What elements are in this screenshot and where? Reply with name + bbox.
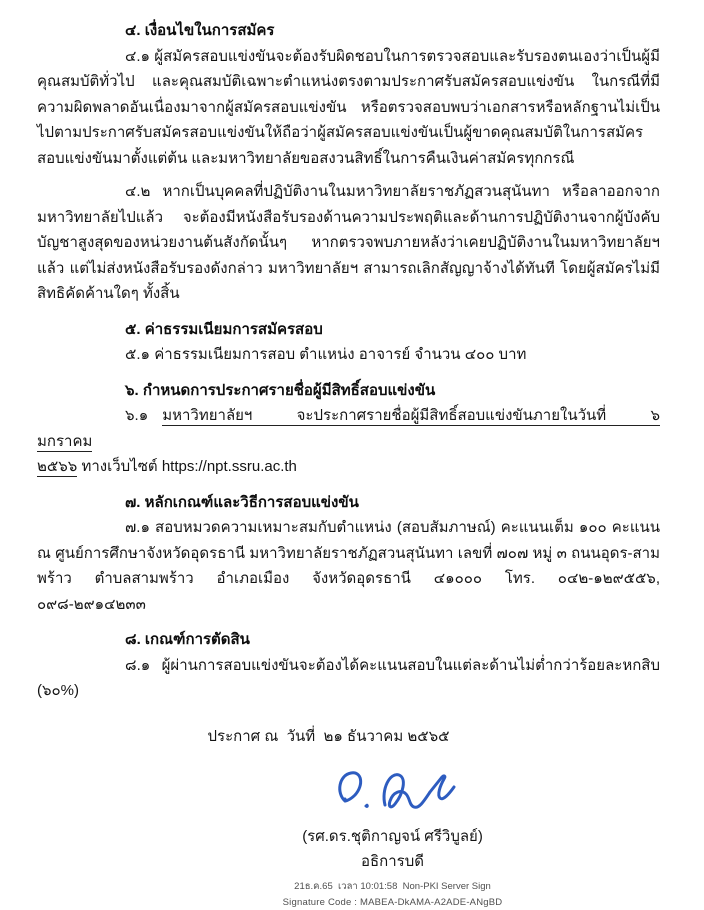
website-url: https://npt.ssru.ac.th (161, 458, 297, 475)
clause-8-1: ๘.๑ ผู้ผ่านการสอบแข่งขันจะต้องได้คะแนนสอบในแต่ละด้านไม่ต่ำกว่าร้อยละหกสิบ (๖๐%) (37, 656, 660, 699)
signatory-name: (รศ.ดร.ชุติกาญจน์ ศรีวิบูลย์) (302, 828, 483, 845)
signature-block (81, 764, 704, 910)
clause-7-1: ๗.๑ สอบหมวดความเหมาะสมกับตำแหน่ง (สอบสัมภาษณ์) คะแนนเต็ม ๑๐๐ คะแนน ณ ศูนย์การศึกษาจังหวัดอุดรธานี มหาวิทยาลัยราชภัฏสวนสุนันทา เลขที่ ๗๐๗ หมู่ ๓ ถนนอุดร-สามพร้าว ตำบลสามพร้าว อำเภอเมือง จังหวัดอุดรธานี ๔๑๐๐๐ โทร. ๐๔๒-๑๒๙๕๕๖, ๐๙๘-๒๙๑๔๒๓๓ (37, 519, 660, 613)
signature-code: Signature Code : MABEA-DkAMA-A2ADE-ANgBD (282, 897, 503, 908)
section-6-heading: ๖. กำหนดการประกาศรายชื่อผู้มีสิทธิ์สอบแข่งขัน (125, 381, 436, 399)
digital-sign-timestamp: 21ธ.ค.65 เวลา 10:01:58 Non-PKI Server Sign (294, 881, 491, 892)
clause-5-1: ๕.๑ ค่าธรรมเนียมการสอบ ตำแหน่ง อาจารย์ จำนวน ๔๐๐ บาท (125, 346, 527, 363)
signatory-title: อธิการบดี (361, 853, 424, 870)
clause-6-1-underlined-text: มหาวิทยาลัยฯ จะประกาศรายชื่อผู้มีสิทธิ์สอบแข่งขันภายในวันที่ ๖ มกราคม (37, 407, 660, 450)
signature-stroke (339, 773, 453, 808)
clause-6-1-underlined-year: ๒๕๖๖ (37, 458, 78, 475)
clause-6-1-website-label: ทางเว็บไซต์ (81, 458, 158, 475)
section-8-heading: ๘. เกณฑ์การตัดสิน (125, 631, 250, 648)
announcement-date: ประกาศ ณ วันที่ ๒๑ ธันวาคม ๒๕๖๕ (207, 727, 450, 745)
section-4-heading: ๔. เงื่อนไขในการสมัคร (125, 22, 275, 39)
section-7-heading: ๗. หลักเกณฑ์และวิธีการสอบแข่งขัน (125, 493, 359, 511)
clause-4-1: ๔.๑ ผู้สมัครสอบแข่งขันจะต้องรับผิดชอบในการตรวจสอบและรับรองตนเองว่าเป็นผู้มีคุณสมบัติทั่วไป และคุณสมบัติเฉพาะตำแหน่งตรงตามประกาศรับสมัครสอบแข่งขัน ในกรณีที่มีความผิดพลาดอันเนื่องมาจากผู้สมัครสอบแข่งขัน หรือตรวจสอบพบว่าเอกสารหรือหลักฐานไม่เป็นไปตามประกาศรับสมัครสอบแข่งขันให้ถือว่าผู้สมัครสอบแข่งขันเป็นผู้ขาดคุณสมบัติในการสมัครสอบแข่งขันมาตั้งแต่ต้น และมหาวิทยาลัยขอสงวนสิทธิ์ในการคืนเงินค่าสมัครทุกกรณี (37, 47, 660, 167)
clause-4-2: ๔.๒ หากเป็นบุคคลที่ปฏิบัติงานในมหาวิทยาลัยราชภัฏสวนสุนันทา หรือลาออกจากมหาวิทยาลัยไปแล้ว จะต้องมีหนังสือรับรองด้านความประพฤติและด้านการปฏิบัติงานจากผู้บังคับบัญชาสูงสุดของหน่วยงานต้นสังกัดนั้นๆ หากตรวจพบภายหลังว่าเคยปฏิบัติงานในมหาวิทยาลัยฯ แล้ว แต่ไม่ส่งหนังสือรับรองดังกล่าว มหาวิทยาลัยฯ สามารถเลิกสัญญาจ้างได้ทันที โดยผู้สมัครไม่มีสิทธิคัดค้านใดๆ ทั้งสิ้น (37, 183, 660, 302)
section-5-heading: ๕. ค่าธรรมเนียมการสมัครสอบ (125, 320, 323, 338)
signature-image (328, 764, 458, 822)
clause-6-1-number: ๖.๑ (125, 407, 149, 424)
clause-6-1 (37, 403, 660, 480)
